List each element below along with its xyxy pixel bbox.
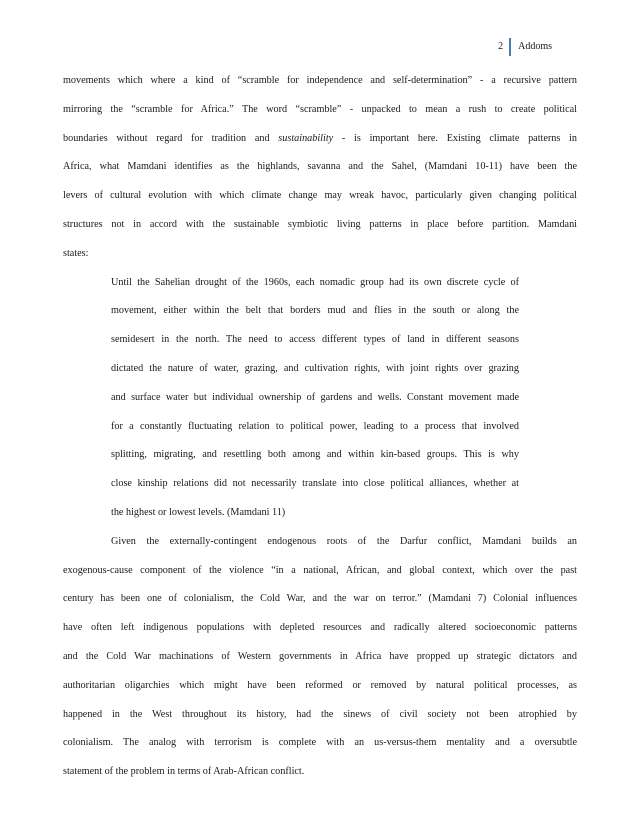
running-head: Addoms (518, 41, 552, 52)
paragraph-2 (63, 528, 577, 787)
text-line: exogenous-cause component of the violence “in a national, African, and global context, which over the past (63, 564, 577, 576)
text-line (63, 125, 577, 154)
quote-line: the highest or lowest levels. (Mamdani 11) (111, 506, 286, 518)
quote-line: movement, either within the belt that borders mud and flies in the south or along the (111, 305, 519, 317)
text-line: Africa, what Mamdani identifies as the highlands, savanna and the Sahel, (Mamdani 10-11) have been the (63, 161, 577, 173)
text-line: happened in the West throughout its history, had the sinews of civil society not been atrophied by (63, 708, 577, 720)
text-run: - is important here. Existing climate patterns in (333, 132, 577, 144)
paragraph-1 (63, 67, 577, 269)
page-number: 2 (498, 41, 504, 52)
block-quote (111, 269, 519, 528)
page-header (498, 38, 552, 56)
text-line: movements which where a kind of “scramble for independence and self-determination” - a recursive pattern (63, 75, 577, 86)
text-line: and the Cold War machinations of Western governments in Africa have propped up strategic dictators and (63, 650, 577, 662)
text-line: have often left indigenous populations with depleted resources and radically altered socioeconomic patterns (63, 622, 577, 634)
quote-line: dictated the nature of water, grazing, and cultivation rights, with joint rights over grazing (111, 362, 519, 374)
text-line: century has been one of colonialism, the Cold War, and the war on terror.” (Mamdani 7) Colonial influences (63, 593, 577, 605)
quote-line: splitting, migrating, and resettling both among and within kin-based groups. This is why (111, 449, 519, 461)
quote-line: and surface water but individual ownership of gardens and wells. Constant movement made (111, 391, 519, 403)
text-line: levers of cultural evolution with which climate change may wreak havoc, particularly given changing political (63, 190, 577, 202)
italic-term: sustainability (278, 132, 334, 144)
text-line: states: (63, 247, 89, 259)
text-line: Given the externally-contingent endogenous roots of the Darfur conflict, Mamdani builds an (111, 535, 577, 547)
quote-line: semidesert in the north. The need to access different types of land in different seasons (111, 334, 519, 346)
text-run: boundaries without regard for tradition and (63, 132, 279, 144)
document-body (63, 67, 577, 787)
text-line: statement of the problem in terms of Arab-African conflict. (63, 766, 305, 778)
text-line: authoritarian oligarchies which might have been reformed or removed by natural political processes, as (63, 679, 577, 691)
quote-line: for a constantly fluctuating relation to political power, leading to a process that involved (111, 420, 519, 432)
quote-line: close kinship relations did not necessarily translate into close political alliances, whether at (111, 478, 519, 490)
text-line: mirroring the “scramble for Africa.” The word “scramble” - unpacked to mean a rush to create political (63, 103, 577, 115)
text-line: structures not in accord with the sustainable symbiotic living patterns in place before partition. Mamdani (63, 218, 577, 230)
quote-line: Until the Sahelian drought of the 1960s, each nomadic group had its own discrete cycle of (111, 276, 519, 288)
text-line: colonialism. The analog with terrorism is complete with an us-versus-them mentality and a oversubtle (63, 737, 577, 749)
